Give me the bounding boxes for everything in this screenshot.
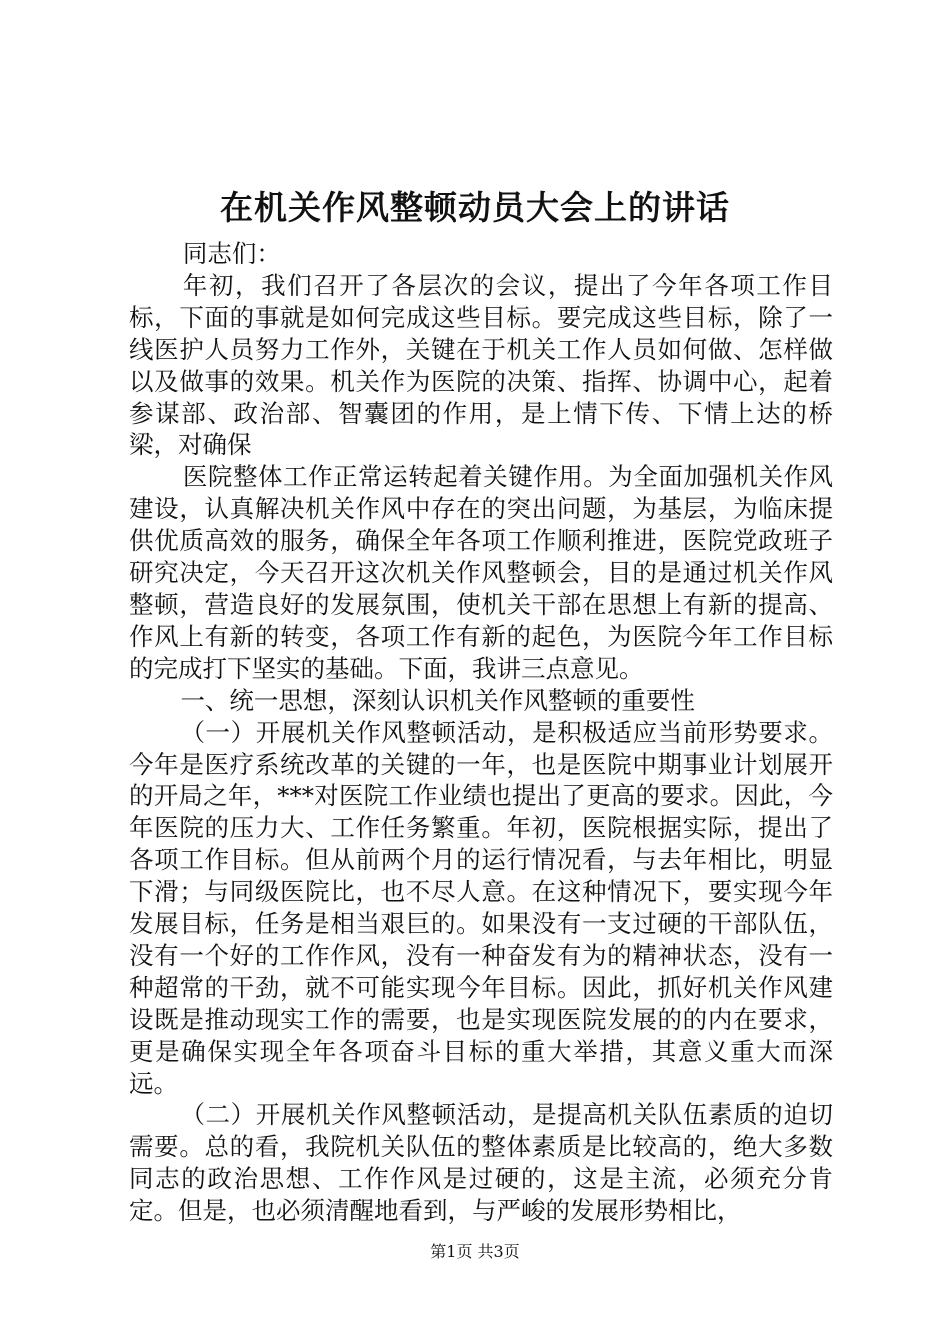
page-number-footer: 第1页 共3页	[430, 1242, 520, 1261]
document-title: 在机关作风整顿动员大会上的讲话	[220, 188, 730, 227]
paragraph: （二）开展机关作风整顿活动，是提高机关队伍素质的迫切需要。总的看，我院机关队伍的整体素质是比较高的，绝大多数同志的政治思想、工作作风是过硬的，这是主流，必须充分肯定。但是，也必须清醒地看到，与严峻的发展形势相比，	[129, 1100, 833, 1226]
section-heading: 一、统一思想，深刻认识机关作风整顿的重要性	[180, 685, 695, 715]
paragraph: 年初，我们召开了各层次的会议，提出了今年各项工作目标，下面的事就是如何完成这些目标。要完成这些目标，除了一线医护人员努力工作外，关键在于机关工作人员如何做、怎样做以及做事的效果。机关作为医院的决策、指挥、协调中心，起着参谋部、政治部、智囊团的作用，是上情下传、下情上达的桥梁，对确保	[129, 270, 833, 460]
salutation: 同志们：	[182, 239, 281, 268]
paragraph: 医院整体工作正常运转起着关键作用。为全面加强机关作风建设，认真解决机关作风中存在的突出问题，为基层，为临床提供优质高效的服务，确保全年各项工作顺利推进，医院党政班子研究决定，今天召开这次机关作风整顿会，目的是通过机关作风整顿，营造良好的发展氛围，使机关干部在思想上有新的提高、作风上有新的转变，各项工作有新的起色，为医院今年工作目标的完成打下坚实的基础。下面，我讲三点意见。	[129, 462, 833, 683]
document-body	[129, 238, 833, 1227]
paragraph: （一）开展机关作风整顿活动，是积极适应当前形势要求。今年是医疗系统改革的关键的一年，也是医院中期事业计划展开的开局之年，***对医院工作业绩也提出了更高的要求。因此，今年医院的压力大、工作任务繁重。年初，医院根据实际，提出了各项工作目标。但从前两个月的运行情况看，与去年相比，明显下滑；与同级医院比，也不尽人意。在这种情况下，要实现今年发展目标，任务是相当艰巨的。如果没有一支过硬的干部队伍，没有一个好的工作作风，没有一种奋发有为的精神状态，没有一种超常的干劲，就不可能实现今年目标。因此，抓好机关作风建设既是推动现实工作的需要，也是实现医院发展的的内在要求，更是确保实现全年各项奋斗目标的重大举措，其意义重大而深远。	[129, 717, 833, 1098]
